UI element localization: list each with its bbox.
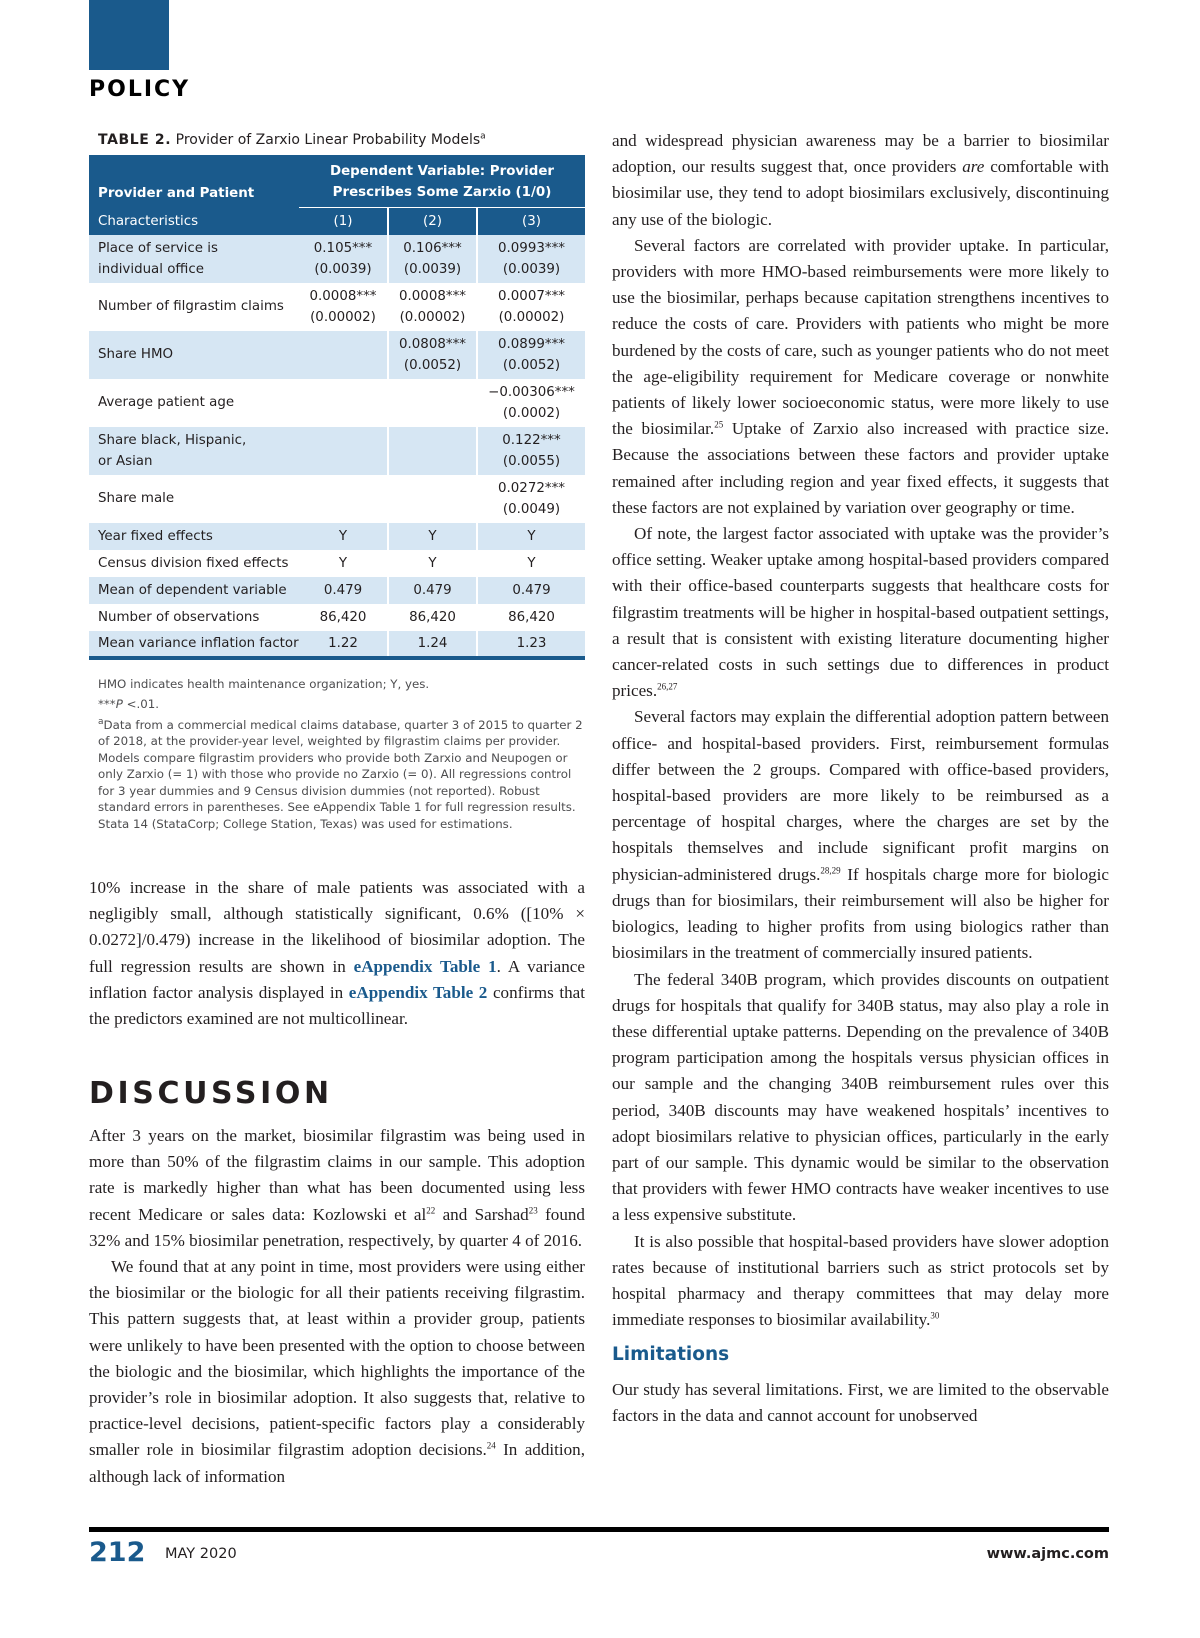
table-title: Provider of Zarxio Linear Probability Models [175,132,481,148]
row-label: Number of filgrastim claims [98,299,284,314]
section-label: POLICY [89,77,191,102]
table-row [89,427,585,475]
table-2 [89,132,585,836]
row-label: Year fixed effects [89,523,299,550]
cell-col2: 86,420 [388,604,477,631]
table-number: TABLE 2. [98,132,172,148]
cell-col1 [299,379,388,427]
cell-col3: Y [477,523,585,550]
table-row [89,550,585,577]
footer-rule [89,1527,1109,1532]
issue-date: MAY 2020 [165,1546,237,1562]
cell-col1: 86,420 [319,609,367,625]
right-column [612,128,1109,1429]
table-note-data-source: $^a$Data from a commercial medical claims database, quarter 3 of 2015 to quarter 2 of 2018, at the provider-year level, weighted by filgrastim claims per provider. Models compare filgrastim providers who provide both Zarxio and Neupogen or only Zarxio (= 1) with those who provide no Zarxio (= 0). All regressions control for 3 year dummies and 9 Census division dummies (not reported). Robust standard errors in parentheses. See eAppendix Table 1 for full regression results. Stata 14 (StataCorp; College Station, Texas) was used for estimations. [98,716,583,831]
row-label: Mean variance inflation factor [89,631,299,658]
paragraph: and widespread physician awareness may be a barrier to biosimilar adoption, our results suggest that, once providers are comfortable with biosimilar use, they tend to adopt biosimilars exclusively, discontinuing any use of the biologic. [612,131,1109,229]
row-label: Census division fixed effects [98,555,289,571]
left-column-top [89,875,585,1032]
cell-col1 [299,331,388,379]
table-title-footnote-mark: a [480,131,486,142]
table-notes [89,676,585,833]
table-column-header-row [89,208,585,235]
cell-col2: 0.106*** (0.0039) [388,235,477,283]
cell-col2 [388,427,477,475]
row-label: Number of observations [98,609,260,625]
table-caption [89,132,585,148]
table-row [89,604,585,631]
row-header-cell [89,155,299,208]
cell-col1: 0.0008*** (0.00002) [309,288,377,325]
discussion-heading: DISCUSSION [89,1076,333,1111]
cell-col1: Y [299,523,388,550]
table-note-significance: ***P <.01. [98,697,159,711]
cell-col3: Y [477,550,585,577]
cell-col2: Y [388,550,477,577]
table-row [89,631,585,658]
cell-col3: 0.479 [477,577,585,604]
row-label: Mean of dependent variable [89,577,299,604]
cell-col1: 1.22 [299,631,388,658]
journal-website[interactable]: www.ajmc.com [986,1546,1109,1562]
table-row [89,235,585,283]
cell-col3: 1.23 [477,631,585,658]
cell-col1: 0.479 [299,577,388,604]
table-row [89,523,585,550]
table-header-row [89,155,585,208]
cell-col2: 1.24 [388,631,477,658]
cell-col2: 0.0008*** (0.00002) [388,283,477,331]
table-row [89,283,585,331]
dependent-variable-header [299,155,585,208]
eappendix-table-2-link[interactable]: eAppendix Table 2 [348,982,488,1002]
row-label: Place of service is individual office [89,235,299,283]
cell-col2: 0.479 [388,577,477,604]
row-label: Share HMO [89,331,299,379]
row-label: Share male [98,491,175,506]
cell-col3: 0.0007*** (0.00002) [477,283,585,331]
table-row [89,331,585,379]
cell-col1 [299,475,388,523]
dep-var-line2: Prescribes Some Zarxio (1/0) [332,185,552,200]
paragraph: 10% increase in the share of male patients was associated with a negligibly small, although statistically significant, 0.6% ([10% × 0.0272]/0.479) increase in the likelihood of biosimilar adoption. The full regression results are shown in eAppendix Table 1. A variance inflation factor analysis displayed in eAppendix Table 2 confirms that the predictors examined are not multicollinear. [89,878,585,1029]
left-column-discussion [89,1123,585,1490]
row-label: Share black, Hispanic, or Asian [89,427,299,475]
paragraph: It is also possible that hospital-based providers have slower adoption rates because of institutional barriers such as strict protocols set by hospital pharmacy and therapy committees that may delay more immediate responses to biosimilar availability.$^{30}$ [612,1231,1109,1330]
cell-col2: 0.0808*** (0.0052) [388,331,477,379]
paragraph: Of note, the largest factor associated with uptake was the provider’s office setting. Weaker uptake among hospital-based providers compared with their office-based counterparts suggests that healthcare costs for filgrastim treatments will be higher in hospital-based outpatient settings, a result that is consistent with existing literature documenting higher cancer-related costs in such settings due to differences in product prices.$^{26,27}$ [612,524,1109,701]
regression-table [89,155,585,660]
cell-col2: Y [388,523,477,550]
paragraph: Our study has several limitations. First, we are limited to the observable factors in the data and cannot account for unobserved [612,1379,1109,1425]
table-row [89,379,585,427]
table-row [89,475,585,523]
cell-col1: Y [338,555,348,571]
row-header-line1: Provider and Patient [98,185,255,201]
eappendix-table-1-link[interactable]: eAppendix Table 1 [353,956,497,976]
limitations-heading: Limitations [612,1344,730,1366]
page-number: 212 [89,1537,146,1568]
paragraph: The federal 340B program, which provides discounts on outpatient drugs for hospitals that qualify for 340B status, may also play a role in these differential uptake patterns. Depending on the prevalence of 340B program participation among the hospitals versus physician offices in our sample and the changing 340B reimbursement rules over this period, 340B discounts may have weakened hospitals’ incentives to adopt biosimilars relative to physician offices, particularly in the early part of our sample. This dynamic would be similar to the observation that providers with fewer HMO contracts have weaker incentives to use a less expensive substitute. [612,969,1109,1225]
cell-col2 [388,475,477,523]
cell-col3: 0.0899*** (0.0052) [477,331,585,379]
dep-var-line1: Dependent Variable: Provider [329,164,555,179]
table-note-abbreviations: HMO indicates health maintenance organization; Y, yes. [98,676,430,691]
section-color-block [89,0,169,70]
paragraph: Several factors may explain the differential adoption pattern between office- and hospital-based providers. First, reimbursement formulas differ between the 2 groups. Compared with office-based providers, hospital-based providers are more likely to be reimbursed as a percentage of hospital charges, where the charges are set by the hospitals themselves and include significant profit margins on physician-administered drugs.$^{28,29}$ If hospitals charge more for biologic drugs than for biosimilars, their reimbursement will also be higher for biologics, leading to higher profits from using biologics rather than biosimilars in the treatment of commercially insured patients. [612,707,1109,963]
cell-col1: 0.105*** (0.0039) [299,235,388,283]
cell-col3: 0.0272*** (0.0049) [477,475,585,523]
paragraph: Several factors are correlated with provider uptake. In particular, providers with more HMO-based reimbursements were more likely to use the biosimilar, perhaps because capitation strengthens incentives to reduce the costs of care. Providers with patients who might be more burdened by the costs of care, such as younger patients who do not meet the age-eligibility requirement for Medicare coverage or nonwhite patients of likely lower socioeconomic status, were more likely to use the biosimilar.$^{25}$ Uptake of Zarxio also increased with practice size. Because the associations between these factors and provider uptake remained after including region and year fixed effects, it suggests that these factors are not explained by variation over geography or time. [612,235,1109,517]
paragraph: We found that at any point in time, most providers were using either the biosimilar or the biologic for all their patients receiving filgrastim. This pattern suggests that, at least within a provider group, patients were unlikely to have been presented with the option to choose between the biologic and the biosimilar, which highlights the importance of the provider’s role in biosimilar adoption. It also suggests that, relative to practice-level decisions, patient-specific factors play a considerably smaller role in biosimilar filgrastim adoption decisions.$^{24}$ In addition, although lack of information [89,1257,585,1486]
row-header-line2: Characteristics [89,208,299,235]
cell-col2 [388,379,477,427]
cell-col3: 86,420 [477,604,585,631]
cell-col3: −0.00306*** (0.0002) [477,379,585,427]
paragraph: After 3 years on the market, biosimilar filgrastim was being used in more than 50% of the filgrastim claims in our sample. This adoption rate is markedly higher than what has been documented using less recent Medicare or sales data: Kozlowski et $al^{22}$ and Sarshad$^{23}$ found 32% and 15% biosimilar penetration, respectively, by quarter 4 of 2016. [89,1126,585,1250]
column-header-1: (1) [299,208,388,235]
table-row [89,577,585,604]
cell-col1 [299,427,388,475]
column-header-3: (3) [477,208,585,235]
cell-col3: 0.122*** (0.0055) [477,427,585,475]
row-label: Average patient age [98,395,235,410]
cell-col3: 0.0993*** (0.0039) [477,235,585,283]
column-header-2: (2) [388,208,477,235]
